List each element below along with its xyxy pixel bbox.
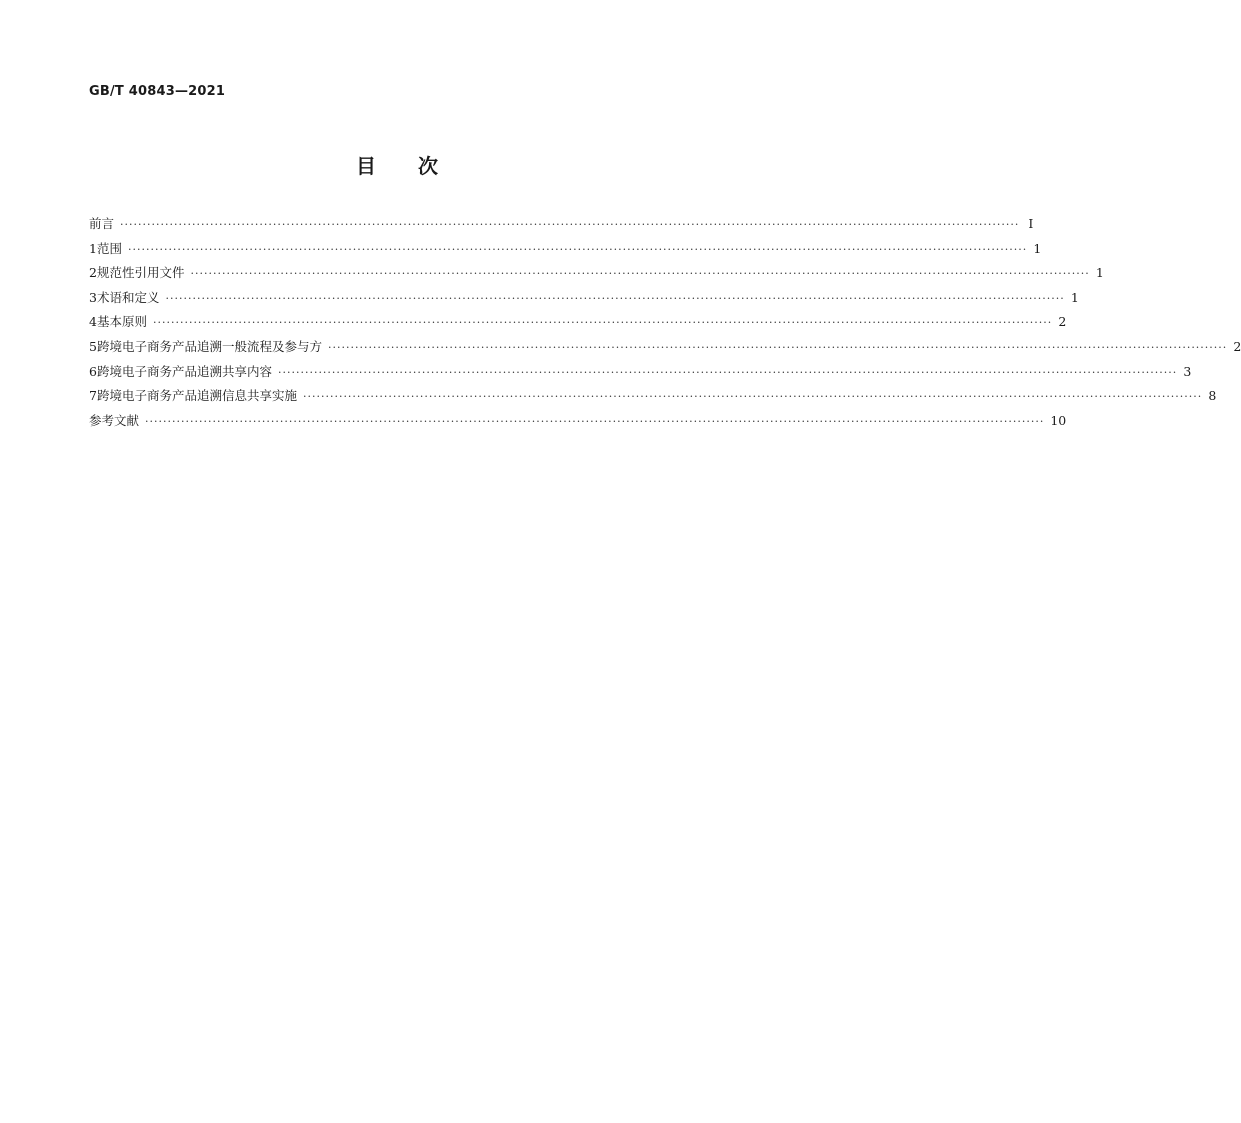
- leader-dots: ········································································································································································································: [277, 365, 1178, 379]
- title-char-1: 目: [356, 154, 376, 178]
- toc-page-number: 1: [1095, 265, 1104, 281]
- toc-label: 参考文献: [89, 412, 140, 428]
- toc-label: 跨境电子商务产品追溯共享内容: [96, 363, 272, 379]
- leader-dots: ········································································································································································································: [152, 316, 1053, 330]
- toc-label: 跨境电子商务产品追溯一般流程及参与方: [96, 338, 322, 354]
- toc-number: 6: [89, 363, 97, 379]
- leader-dots: ········································································································································································································: [127, 242, 1028, 256]
- toc-page-number: 1: [1070, 289, 1079, 305]
- toc-label: 跨境电子商务产品追溯信息共享实施: [96, 388, 297, 404]
- leader-dots: ········································································································································································································: [302, 390, 1203, 404]
- toc-entry-2[interactable]: [89, 263, 1104, 288]
- toc-number: 5: [89, 338, 97, 354]
- title-char-2: 次: [418, 154, 438, 178]
- toc-number: 1: [89, 240, 97, 256]
- toc-number: 3: [89, 289, 97, 305]
- leader-dots: ········································································································································································································: [120, 218, 1020, 231]
- toc-entry-4[interactable]: [89, 312, 1067, 337]
- toc-page-number: 8: [1208, 388, 1217, 404]
- toc-page-number: Ⅰ: [1028, 216, 1034, 231]
- leader-dots: ········································································································································································································: [165, 291, 1065, 305]
- toc-label: 基本原则: [96, 314, 147, 330]
- leader-dots: ········································································································································································································: [145, 414, 1045, 428]
- toc-page-number: 3: [1183, 363, 1192, 379]
- toc-entry-1[interactable]: [89, 239, 1042, 264]
- toc-number: 2: [89, 265, 97, 281]
- toc-entry-5[interactable]: [89, 337, 1241, 362]
- standard-code: GB/T 40843—2021: [89, 84, 226, 99]
- toc-page-number: 1: [1033, 240, 1042, 256]
- page-title: [0, 150, 794, 179]
- toc-entry-7[interactable]: [89, 386, 1217, 411]
- toc-number: 4: [89, 314, 97, 330]
- toc-label: 规范性引用文件: [96, 265, 185, 281]
- toc-entry-foreword[interactable]: [89, 214, 1034, 239]
- toc-label: 范围: [96, 240, 122, 256]
- toc-entry-6[interactable]: [89, 362, 1192, 387]
- toc-page-number: 2: [1058, 314, 1067, 330]
- toc-number: 7: [89, 388, 97, 404]
- toc-page-number: 10: [1050, 412, 1067, 428]
- toc-label: 前言: [89, 216, 115, 231]
- toc-label: 术语和定义: [96, 289, 160, 305]
- toc-page-number: 2: [1233, 338, 1241, 354]
- toc-entry-3[interactable]: [89, 288, 1079, 313]
- leader-dots: ········································································································································································································: [190, 267, 1090, 281]
- toc-entry-references[interactable]: [89, 411, 1067, 436]
- table-of-contents: [89, 214, 1241, 435]
- leader-dots: ········································································································································································································: [327, 340, 1228, 354]
